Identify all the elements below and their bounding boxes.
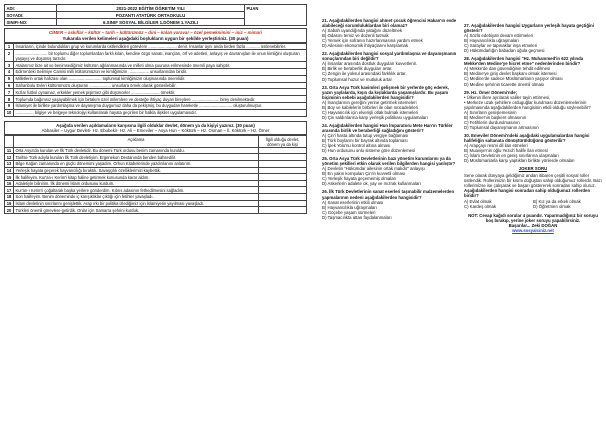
question-dot: . xyxy=(326,51,330,57)
joker-option[interactable]: D) Öğretmen olmak xyxy=(533,203,571,209)
joker-question: Aşağıdakilerden hangisi sonradan sahip olduğumuz rollerden biridir? xyxy=(464,188,591,199)
answer-option[interactable]: A) Devletin "Hükümdar ailesinin ortak malıdır" anlayışı xyxy=(322,166,425,172)
question-24 xyxy=(322,123,458,153)
school-year: 2021-2022 EĞİTİM ÖĞRETİM YILI xyxy=(57,5,245,12)
word-bank-box xyxy=(4,28,307,43)
question-number: 29 xyxy=(464,89,469,95)
surname-label: SOYADI: xyxy=(5,12,57,19)
question-text xyxy=(464,133,602,143)
answer-option[interactable]: A) Sanat eserlerinin etkili olması xyxy=(322,199,384,205)
website-link[interactable]: www.sosyalciniz.net xyxy=(512,227,554,233)
section2-title: Aşağıda verilen açıklamaların karşısına ilgili olduklar devlet, dönem ya da kişiyi yazınız. (30 puan) xyxy=(56,122,255,128)
joker-option[interactable]: B) Kız ya da erkek olmak xyxy=(533,198,581,204)
fill-row xyxy=(5,75,307,82)
answer-option[interactable]: D) Medine şehrinin ticarette önemli olması xyxy=(464,81,545,87)
answer-option[interactable]: C) Yerleşik hayata geçememiş olmaları xyxy=(322,176,397,182)
exam-title: 6.SINIF SOSYAL BİLGİLER 1.DÖNEM 1.YAZILI xyxy=(57,19,245,26)
item-number: 5 xyxy=(5,75,14,82)
item-text: ............................ bir toplumu diğer toplumlardan farklı kılan, kendine özgü sanatı, inançları, örf ve adetleri, anlayış ve davranışları ile onun kimliğini oluşturan yaşayış ve düşünüş tarzıdır. xyxy=(14,50,307,62)
item-number: 19 xyxy=(5,200,14,207)
item-text: İnsanların, içinde bulundukları grup ve kurumlarda üstlendikleri görevlere ......................... denir. İnsanlar aynı anda birden fazla ............ üstlenebilirler. xyxy=(14,43,307,50)
question-dot: . xyxy=(326,156,330,162)
class-label: SINIFI-NO: xyxy=(5,19,57,26)
footer-note: NOT: Cevap kağıdı sorular 4 puandır. Yaparmadığınız bir soruyu boş bırakıp, yerine joker soruyu yapabilirsiniz. xyxy=(468,212,598,223)
match-row xyxy=(5,200,307,207)
answer-option[interactable]: D) Ailesinin ekonomik ihtiyaçlarını karşılamak xyxy=(322,43,408,49)
match-row xyxy=(5,207,307,214)
answer-option[interactable]: B) Odasını temiz ve düzenli tutmak xyxy=(322,33,389,39)
fill-row xyxy=(5,96,307,103)
question-stem: İlk Türk Devletlerinin sanat eserleri taşınabilir malzemelerden yapmalarının nedeni aşağıdakilerden hangisidir? xyxy=(322,189,455,200)
match-row xyxy=(5,147,307,154)
left-column xyxy=(4,4,307,214)
answer-option[interactable]: D) Askerlerin adalete ok, yay ve mızrak kullanmaları xyxy=(322,181,421,187)
answer-cell[interactable] xyxy=(259,180,307,187)
answer-option[interactable]: A) Sabah uyandığında yatağını düzeltmek xyxy=(322,28,403,34)
match-row xyxy=(5,154,307,161)
answer-option[interactable]: C) Fetihlerin durdurulmasının xyxy=(464,119,520,125)
item-number: 7 xyxy=(5,89,14,96)
answer-option[interactable]: B) Boy ve kabilelerin birbirleri ile olan mücadeleleri xyxy=(322,104,419,110)
question-dot: . xyxy=(468,23,472,28)
question-text xyxy=(322,189,458,199)
answer-cell[interactable] xyxy=(259,147,307,154)
item-number: 17 xyxy=(5,187,14,194)
answer-option[interactable]: C) Göçebe yaşam sürmeleri xyxy=(322,209,376,215)
answer-option[interactable]: B) Medine'ye giriş devlet başkanı olmak istemesi xyxy=(464,71,557,77)
question-number: 25 xyxy=(322,156,327,162)
item-description: Kur'an-ı Kerim'i çoğaltarak başka yerlere gönderdim. Kıbrıs adasının fethedilmesini sağladım. xyxy=(14,187,259,194)
questions-column-2 xyxy=(464,23,602,233)
question-23 xyxy=(322,85,458,120)
joker-text: Sene olarak dünyaya geldiğimiz andan itibaren çeşitli sosyal roller üstlendik. Rollerimizin bir kısmı doğuştan sahip olduğumuz rollerdir. Bazı rollerimizse ise çalışarak ve başarı göstererek sonradan sahip oluruz. xyxy=(464,173,602,189)
fill-row xyxy=(5,50,307,62)
item-description: Yerleşik hayata geçerek hayvancılığı bıraktık. Savaşçılık özelliklerimizi kaybettik. xyxy=(14,167,259,174)
item-number: 4 xyxy=(5,69,14,76)
item-number: 16 xyxy=(5,180,14,187)
answer-option[interactable]: A) Mekke'de dan güvendiğinin tehdit edilmesi xyxy=(464,66,551,72)
answer-option[interactable]: C) Zengin ile yoksul arasındaki farklılık artar. xyxy=(322,71,407,77)
item-text: Toplumda bağımsız yaşayabilmek için birtakım özel önlemlere ve desteğe ihtiyaç duyan bireylere ........................ birey denilmektedir. xyxy=(14,96,307,103)
desc-header: Açıklama xyxy=(14,136,259,148)
answer-option[interactable]: C) Hayvancılık için elverişli otlak bulmak istemeleri xyxy=(322,109,418,115)
item-text: Kızlar futbol oynamaz, erkekler yemek pişirmez gibi düşünceler ......................... örnektir. xyxy=(14,89,307,96)
match-row xyxy=(5,174,307,181)
question-27 xyxy=(464,23,602,53)
item-description: Son halifeyim. Benim döneminde iç karışıklıklar çıktığı için fetihler yavaşladı. xyxy=(14,194,259,201)
item-number: 3 xyxy=(5,62,14,69)
item-number: 13 xyxy=(5,161,14,168)
item-number: 12 xyxy=(5,154,14,161)
answer-option[interactable]: A) Arapçayı resmi dil ilan etmeleri xyxy=(464,143,528,149)
footer xyxy=(464,213,602,233)
answer-cell[interactable] xyxy=(259,161,307,168)
question-dot: . xyxy=(468,89,472,95)
question-26 xyxy=(322,189,458,219)
question-text xyxy=(322,123,458,133)
answer-option[interactable]: B) Hayvancılıkla uğraşmaları xyxy=(464,38,519,44)
question-stem: Aşağıdakilerden hangisi ahmet çocuk öğrencisi Hakan'ın evde alabileceği sorumluluklardan biri olamaz? xyxy=(322,18,457,29)
fill-row xyxy=(5,62,307,69)
answer-option[interactable]: B) Muaviye'nin oğlu Yezid'i halife ilan etmesi xyxy=(464,148,548,154)
answer-option[interactable]: A) Sınırların genişlemesinin xyxy=(464,109,517,115)
question-number: 27 xyxy=(464,23,469,28)
answer-header: İlgili olduğu devlet, dönem ya da kişi xyxy=(259,136,307,148)
answer-option[interactable]: A) Sözlü edebiyatı devam ettirmeleri xyxy=(464,33,534,39)
answer-option[interactable]: B) Hayvancılıkla uğraşmaları xyxy=(322,204,377,210)
question-stem: Aşağıdakilerden hangisi "Hz. Muhammed'in 622 yılında Mekke'den Medine'ye hicret etme" nedenlerinden biridir? xyxy=(464,56,584,67)
item-number: 1 xyxy=(5,43,14,50)
item-number: 8 xyxy=(5,96,14,103)
question-stem: Emeviler Dönemi'ndeki aşağıdaki uygulamalardan hangisi halifeliğin saltanata dönüştürüldüğünü gösterilir? xyxy=(464,132,590,143)
question-text xyxy=(322,51,458,61)
fill-row xyxy=(5,43,307,50)
answer-option[interactable]: C) Saraylar ve tapınaklar inşa etmeleri xyxy=(464,43,538,49)
question-dot: . xyxy=(326,18,330,23)
question-stem: Hz. Ömer Dönemi'nde; xyxy=(471,89,518,95)
answer-option[interactable]: A) İnançlarının gereğini yerine getirmek istemeleri xyxy=(322,99,417,105)
joker-option[interactable]: C) Kardeş olmak xyxy=(464,203,496,209)
fill-row xyxy=(5,109,307,116)
item-text: Milletlerin ortak hafızası olan ............................. toplumsal kimliğimizin oluşmasında önemlidir. xyxy=(14,75,307,82)
item-number: 10 xyxy=(5,109,14,116)
item-description: Tarihte Türk adıyla kurulan İlk Türk devletiyim. Ergenekon Destanında benden bahsedilir. xyxy=(14,154,259,161)
item-text: Atalarımız bize ait ve benimsediğimiz kültürün ağılanmasında ve milleti olma şuuruna erilmesinde önemli paya sahiptir. xyxy=(14,62,307,69)
item-text: Safranbolu Evleri kültürümüzü oluşturan ................... unsurlara örnek olarak gösterilebilir. xyxy=(14,82,307,89)
question-text xyxy=(464,56,602,66)
answer-option[interactable]: C) Yemek için sofranın hazırlanmasına yardım etmek xyxy=(322,38,423,44)
answer-cell[interactable] xyxy=(259,167,307,174)
item-number: 15 xyxy=(5,174,14,181)
question-number: 21 xyxy=(322,18,327,23)
match-row xyxy=(5,187,307,194)
footer-wish: Başarılar... Zeki DOĞAN xyxy=(508,222,558,228)
answer-cell[interactable] xyxy=(259,187,307,194)
question-text xyxy=(322,156,458,166)
item-description: İslam devletinin sınırlarını genişlettik. Arap ırkı bir politika izlediğimiz için İslamiyetin yayılması yavaşladı. xyxy=(14,200,259,207)
fill-row xyxy=(5,103,307,110)
answer-option[interactable]: D) Toplumsal dayanışmanın artmasının xyxy=(464,124,539,130)
answer-option[interactable]: D) Toplumsal huzur ve mutluluk artar xyxy=(322,76,392,82)
question-line: • Merkeze uzak şehirlere orduguğlar kurulması düzenlemelerinin yapılmasında aşağıdakilerden hangisinin etkili olduğu söylenebilir? xyxy=(464,99,591,110)
question-dot: . xyxy=(468,56,472,62)
answer-cell[interactable] xyxy=(259,194,307,201)
item-number: 18 xyxy=(5,194,14,201)
name-label: ADI: xyxy=(5,5,57,12)
questions-column-1 xyxy=(322,18,458,223)
answer-cell[interactable] xyxy=(259,154,307,161)
question-22 xyxy=(322,51,458,81)
answer-cell[interactable] xyxy=(259,207,307,214)
answer-cell[interactable] xyxy=(259,174,307,181)
question-number: 22 xyxy=(322,51,327,57)
fill-row xyxy=(5,89,307,96)
fill-row xyxy=(5,69,307,76)
question-dot: . xyxy=(468,132,472,138)
answer-option[interactable]: C) İslam Devletinin en geniş sınırlarına ulaşmaları xyxy=(464,153,559,159)
answer-cell[interactable] xyxy=(259,200,307,207)
question-text xyxy=(464,23,602,33)
joker-options xyxy=(464,199,602,209)
answer-option[interactable]: B) Medine'nin başkent olmasının xyxy=(464,114,527,120)
score-box: PUAN xyxy=(245,5,307,26)
question-text xyxy=(322,85,458,100)
item-number: 9 xyxy=(5,103,14,110)
question-stem: Orta Asya Türk kavimleri gelişmek bir yerlerde göç ederek, yazın yaylalarda, kışın da kışlaklarda yaşamışlardır. Bu yaşam biçiminin sebebi aşağıdakilerden hangisidir? xyxy=(322,84,449,100)
item-description: Orta Asya'da kurulan ve İlk Türk devletidir. Bu dönemi Türk ordusu benim zamanında kuruldu. xyxy=(14,147,259,154)
item-description: Adaletiyle bilinirim. İlk dönemi İslam ordusunu kurdum. xyxy=(14,180,259,187)
match-row xyxy=(5,167,307,174)
question-stem: Aşağıdakilerden hangisi Hun İmparatoru Mete Han'ın Türkler arasında birlik ve beraberliği sağladığını gösterir? xyxy=(322,122,453,133)
word-bank: CİMER – askıflar – kültür – tarih – kültürümüz – dini – kalan varavar – özel pemeknimini – iniz – mimari xyxy=(48,30,263,35)
section2-box xyxy=(4,121,307,136)
question-number: 30 xyxy=(464,132,469,138)
answer-option[interactable]: A) Çin'i hasta altında tutup vergiye bağlaması xyxy=(322,132,409,138)
match-row xyxy=(5,180,307,187)
section1-instruction: Yukarıda verilen kelimeleri aşağıdaki boşlukların uygun bir şekilde yerleştiriniz. (30 puan) xyxy=(62,35,249,41)
question-stem: Aşağıdakilerden hangisi sosyal yardımlaşma ve dayanışmanın sonuçlarından biri değildir? xyxy=(322,51,457,62)
joker-title: JOKER SORU xyxy=(518,166,548,172)
question-dot: . xyxy=(326,122,330,128)
question-28 xyxy=(464,56,602,86)
item-number: 20 xyxy=(5,207,14,214)
answer-option[interactable]: D) Çin saldırılarına karşı yerleşik politikası uygulamaları xyxy=(322,114,428,120)
question-dot: . xyxy=(326,84,330,90)
answer-option[interactable]: D) Taşmacılıkta attan faydalanmaları xyxy=(322,214,392,220)
joker-option[interactable]: A) Evlat olmak xyxy=(464,198,492,204)
answer-option[interactable]: B) Türk boylarını bir bayrak altında toplaması xyxy=(322,138,408,144)
question-number: 24 xyxy=(322,122,327,128)
answer-option[interactable]: B) En yakın komşuları Çin'in kuvvetli olması xyxy=(322,171,406,177)
item-number: 6 xyxy=(5,82,14,89)
item-number: 2 xyxy=(5,50,14,62)
question-number: 26 xyxy=(322,189,327,195)
fill-row xyxy=(5,82,307,89)
question-number: 23 xyxy=(322,84,327,90)
question-stem: Orta Asya Türk Devletlerinin bazı yönetim kurumlarını ya da yönetim şekilleri etkin olarak verilen bilgilerden hangisi yanlıştır? xyxy=(322,156,456,167)
num-header xyxy=(5,136,14,148)
school-name: POZANTI ATATÜRK ORTAOKULU xyxy=(57,12,245,19)
item-number: 11 xyxy=(5,147,14,154)
fill-blank-table xyxy=(4,43,307,117)
item-description: Bilge Kağan zamanında en güçlü dönemimi yaşadım. Orhun Kitabelerinde yazdırılanını anlatırım. xyxy=(14,161,259,168)
answer-option[interactable]: D) Hun ordusunu onlu sisteme göre düzenlemesi xyxy=(322,148,416,154)
item-number: 14 xyxy=(5,167,14,174)
item-description: İlk halifeyim. Kur'an-ı Kerim'i kitap haline getirmek konusunda karar aldım. xyxy=(14,174,259,181)
question-30 xyxy=(464,133,602,163)
answer-option[interactable]: C) İpek Yolu'nu kontrol altına alması xyxy=(322,143,391,149)
exam-header xyxy=(4,4,307,26)
match-row xyxy=(5,161,307,168)
item-description: Türkleri önemli görevlere getirdik. Onlar için Samarra şehrini kurduk. xyxy=(14,207,259,214)
question-text xyxy=(322,18,458,28)
item-text: İslamiyet ile birlikte yardımlaşma ve dayanışma duygumuz daha da pekişmiş, bu duygudan hareketle ............................. oluşturulmuştur. xyxy=(14,103,307,110)
question-25 xyxy=(322,156,458,186)
question-21 xyxy=(322,18,458,48)
question-number: 28 xyxy=(464,56,469,62)
item-text: ................ bilgiye ve belgeye teknolojiyi kullanılarak hayata geçirilen bir halkla ilişkiler uygulamasıdır. xyxy=(14,109,307,116)
question-line: • Ülkenin illere ayrılarak valiler tayin ettirmesi, xyxy=(464,94,551,100)
match-table xyxy=(4,135,307,214)
answer-option[interactable]: D) Hükümdarlığın babadan oğula geçmesi xyxy=(464,48,545,54)
answer-option[interactable]: C) Medine'de sadece Müslümanların yaşıyor olması xyxy=(464,76,563,82)
match-row xyxy=(5,194,307,201)
question-29 xyxy=(464,90,602,130)
question-stem: Aşağıdakilerden hangisi Uygurların yerleşik hayata geçtiğini gösterir? xyxy=(464,23,594,34)
answer-option[interactable]: D) Müslümanlarla karşı yaptıkları birlikte yönlerde olmaları xyxy=(464,158,575,164)
answer-option[interactable]: B) Birlik ve beraberlik duyguları artar. xyxy=(322,66,393,72)
question-dot: . xyxy=(326,189,330,195)
section2-options: Abbasiler – Uygur Devleti- Hz. Ebubekir- Hz. Ali – Emeviler – Asya Hun – Köktürk – Hz. Osman – İl. Köktürk – Hz. Ömer xyxy=(41,128,270,134)
item-text: Edirne'deki Selimiye Camisi milli kültürümüzün ve kimliğimizin .................. unsurlarından biridir. xyxy=(14,69,307,76)
answer-option[interactable]: A) İnsanlar arasında dostluk duyguları kuvvetlenir. xyxy=(322,61,418,67)
